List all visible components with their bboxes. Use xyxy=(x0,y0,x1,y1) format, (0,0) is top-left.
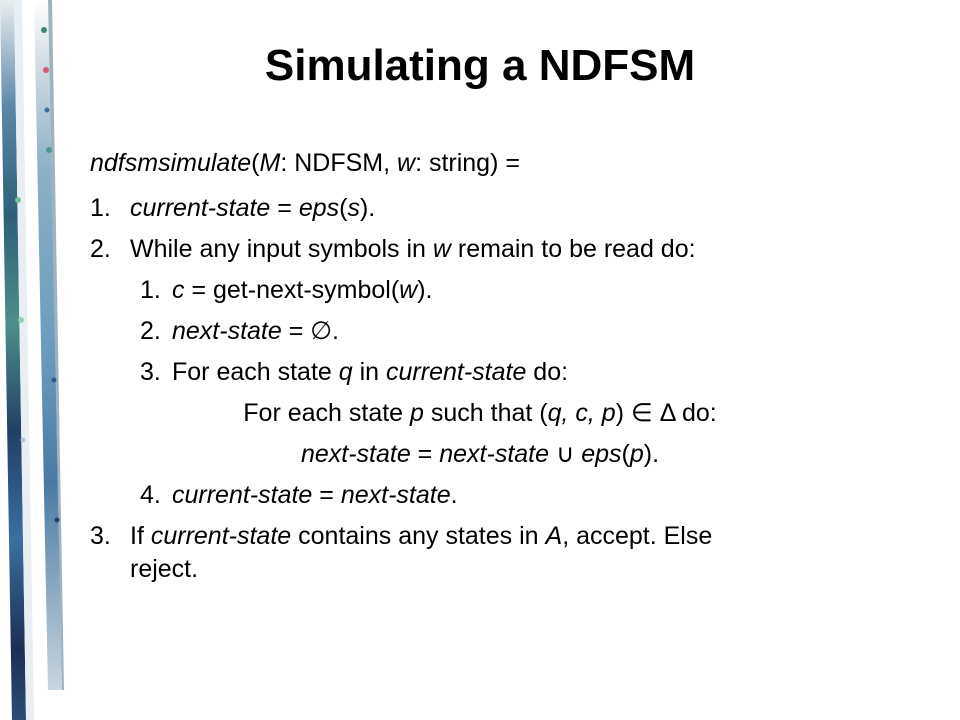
decorative-border-image xyxy=(0,0,70,720)
inner-loop-body: next-state = next-state ∪ eps(p). xyxy=(300,440,660,468)
step-1: 1. current-state = eps(s). xyxy=(90,194,376,222)
step-2-4: 4. current-state = next-state. xyxy=(140,481,458,509)
step-2-2: 2. next-state = ∅. xyxy=(140,317,339,345)
step-2-1: 1. c = get-next-symbol(w). xyxy=(140,276,433,304)
step-3: 3. If current-state contains any states in A, accept. Else xyxy=(90,522,713,550)
function-signature: ndfsmsimulate(M: NDFSM, w: string) = xyxy=(90,149,520,177)
step-3-continuation: reject. xyxy=(130,555,199,583)
inner-loop-header: For each state p such that (q, c, p) ∈ Δ do: xyxy=(243,399,717,427)
slide-title: Simulating a NDFSM xyxy=(264,41,696,90)
step-2-3: 3. For each state q in current-state do: xyxy=(140,358,569,386)
step-2: 2. While any input symbols in w remain to be read do: xyxy=(90,235,696,263)
